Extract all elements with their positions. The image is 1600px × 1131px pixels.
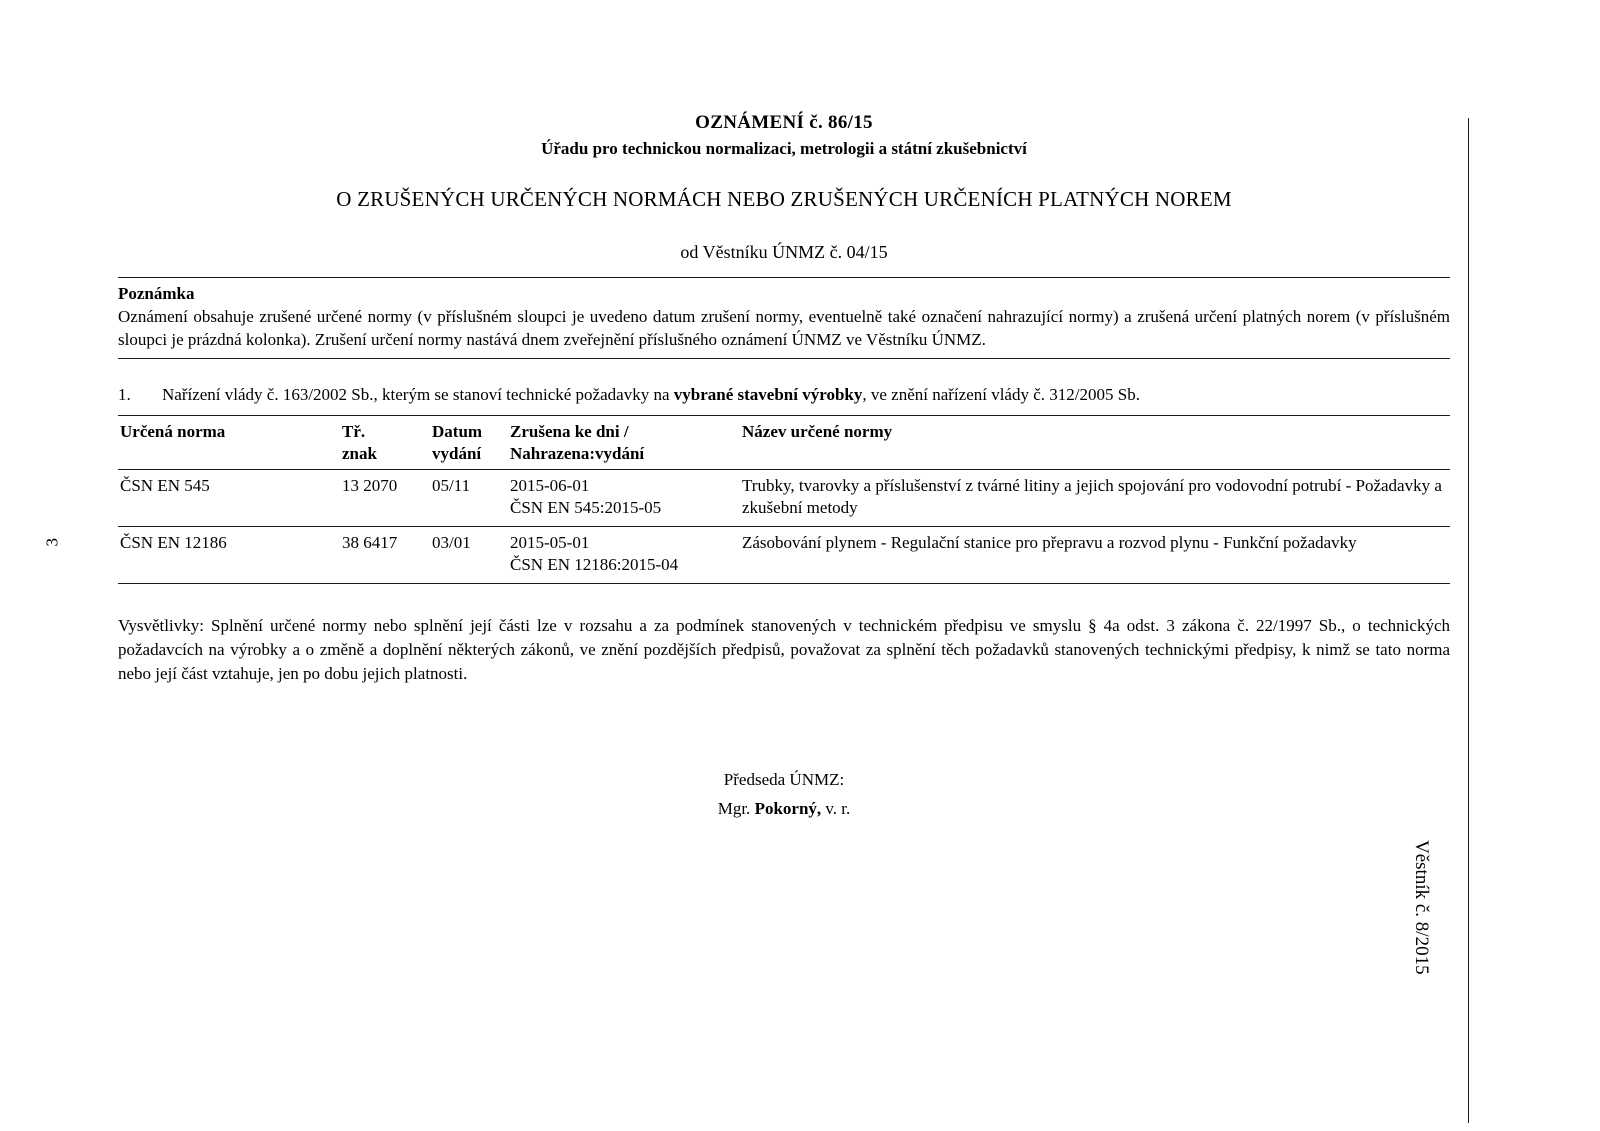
section-text-after: , ve znění nařízení vlády č. 312/2005 Sb. — [862, 384, 1140, 404]
note-text: Oznámení obsahuje zrušené určené normy (v příslušném sloupci je uvedeno datum zrušení normy, eventuelně také označení nahrazující normy) a zrušená určení platných norem (v příslušném sloupci je prázdná kolonka). Zrušení určení normy nastává dnem zveřejnění příslušného oznámení ÚNMZ ve Věstníku ÚNMZ. — [118, 307, 1450, 349]
section-text-before: Nařízení vlády č. 163/2002 Sb., kterým se stanoví technické požadavky na — [162, 384, 674, 404]
cell-zrusena-date: 2015-05-01 — [510, 533, 590, 553]
cell-zrusena-replacement: ČSN EN 545:2015-05 — [510, 498, 662, 518]
note-top-divider — [118, 277, 1450, 278]
cell-zrusena — [508, 527, 740, 584]
signature-surname: Pokorný, — [754, 799, 822, 819]
signature-prefix: Mgr. — [717, 799, 755, 819]
signature-suffix: v. r. — [821, 799, 851, 819]
table-header-row — [118, 415, 1450, 469]
column-header-norma: Určená norma — [118, 415, 340, 469]
document-content — [118, 112, 1450, 822]
cell-norma: ČSN EN 545 — [118, 470, 340, 527]
page-subtitle-scope: O ZRUŠENÝCH URČENÝCH NORMÁCH NEBO ZRUŠENÝCH URČENÍCH PLATNÝCH NOREM — [336, 187, 1232, 211]
cell-zrusena-replacement: ČSN EN 12186:2015-04 — [510, 555, 679, 575]
page-title: OZNÁMENÍ č. 86/15 — [695, 112, 873, 133]
page-number: 3 — [42, 537, 62, 547]
cell-tr-znak: 38 6417 — [340, 527, 430, 584]
right-margin-rule — [1468, 118, 1469, 1123]
note-bottom-divider — [118, 358, 1450, 359]
cell-zrusena — [508, 470, 740, 527]
page-subtitle-source: od Věstníku ÚNMZ č. 04/15 — [680, 242, 888, 262]
section-heading — [118, 385, 1450, 405]
norms-table — [118, 415, 1450, 585]
column-header-nazev: Název určené normy — [740, 415, 1450, 469]
column-header-zrusena-line1: Zrušena ke dni / — [510, 421, 629, 441]
table-row — [118, 470, 1450, 527]
note-heading: Poznámka — [118, 284, 195, 303]
cell-datum-vydani: 03/01 — [430, 527, 508, 584]
signature-name — [118, 795, 1450, 822]
column-header-datum-line1: Datum — [432, 421, 483, 441]
column-header-datum-line2: vydání — [432, 443, 482, 463]
footer-vertical-label: Věstník č. 8/2015 — [1411, 840, 1432, 975]
cell-tr-znak: 13 2070 — [340, 470, 430, 527]
signature-role: Předseda ÚNMZ: — [723, 769, 845, 789]
column-header-tr-znak — [340, 415, 430, 469]
column-header-datum-vydani — [430, 415, 508, 469]
cell-zrusena-date: 2015-06-01 — [510, 476, 590, 496]
explanation-text: Vysvětlivky: Splnění určené normy nebo splnění její části lze v rozsahu a za podmínek stanovených v technickém předpisu ve smyslu § 4a odst. 3 zákona č. 22/1997 Sb., o technických požadavcích na výrobky a o změně a doplnění některých zákonů, ve znění pozdějších předpisů, považovat za splnění těch požadavků stanovených technickými předpisy, k nimž se tato norma nebo její část vztahuje, jen po dobu jejich platnosti. — [118, 616, 1450, 684]
section-number: 1. — [118, 384, 131, 404]
section-text-bold: vybrané stavební výrobky — [673, 384, 863, 404]
table-row — [118, 527, 1450, 584]
page-subtitle-authority: Úřadu pro technickou normalizaci, metrologii a státní zkušebnictví — [541, 139, 1027, 158]
signature-block — [118, 766, 1450, 822]
column-header-zrusena — [508, 415, 740, 469]
cell-nazev: Trubky, tvarovky a příslušenství z tvárné litiny a jejich spojování pro vodovodní potrubí - Požadavky a zkušební metody — [740, 470, 1450, 527]
cell-norma: ČSN EN 12186 — [118, 527, 340, 584]
column-header-tr-znak-line1: Tř. — [342, 421, 366, 441]
column-header-zrusena-line2: Nahrazena:vydání — [510, 443, 645, 463]
column-header-tr-znak-line2: znak — [342, 443, 377, 463]
note-block — [118, 277, 1450, 359]
cell-nazev: Zásobování plynem - Regulační stanice pro přepravu a rozvod plynu - Funkční požadavky — [740, 527, 1450, 584]
cell-datum-vydani: 05/11 — [430, 470, 508, 527]
